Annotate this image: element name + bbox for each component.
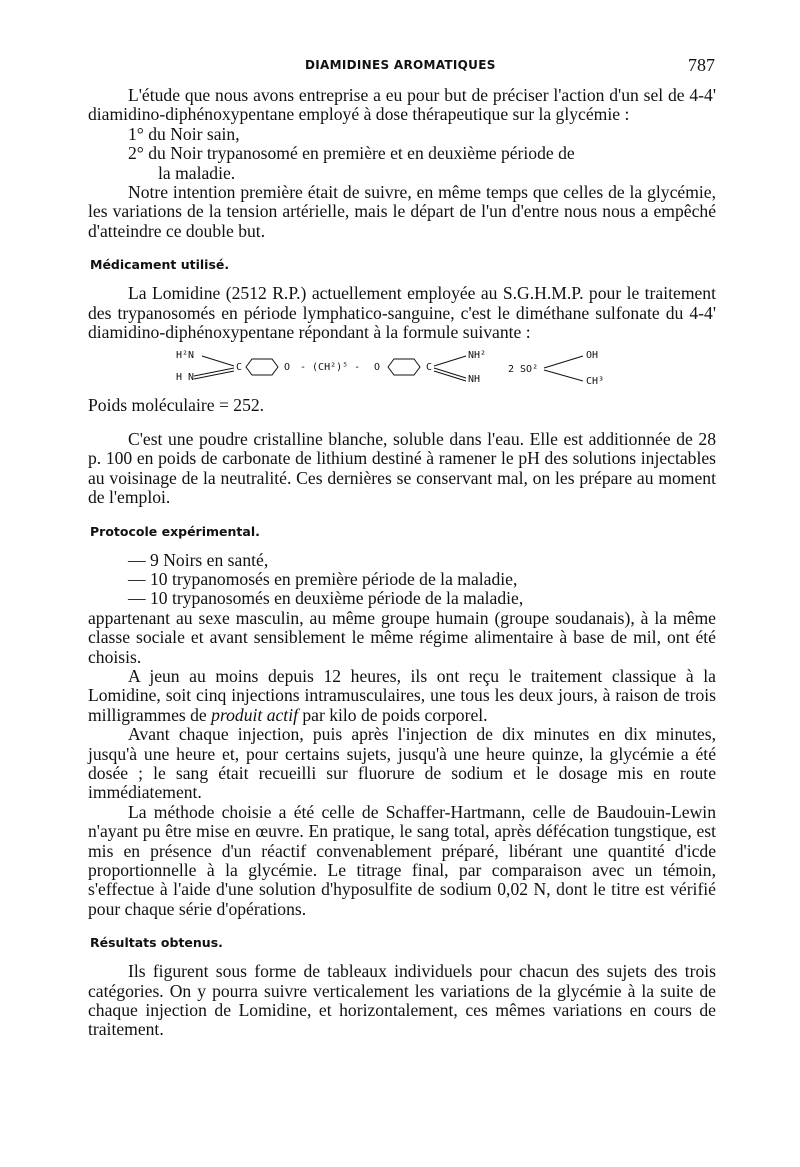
dash-item-deuxieme-periode: — 10 trypanosomés en deuxième période de la maladie, bbox=[128, 588, 524, 609]
protocole-paragraph-2 bbox=[88, 667, 716, 725]
benzene-ring-right bbox=[388, 359, 420, 375]
list-item-continuation: la maladie. bbox=[158, 162, 236, 183]
protocole-p2-end: par kilo de poids corporel. bbox=[297, 704, 488, 725]
protocole-paragraph-3: Avant chaque injection, puis après l'injection de dix minutes en dix minutes, jusqu'à une heure et, pour certains sujets, jusqu'à une heure quinze, la glycémie a été dosée ; le sang était recueilli sur fluorure de sodium et le dosage mis en route immédiatement. bbox=[88, 724, 716, 803]
produit-actif-emphasis: produit actif bbox=[211, 704, 298, 725]
section-title-resultats: Résultats obtenus. bbox=[90, 935, 223, 951]
formula-o-left: O bbox=[284, 362, 291, 374]
formula-h2n: H²N bbox=[176, 350, 195, 362]
formula-oh: OH bbox=[586, 350, 599, 362]
formula-so2: 2 SO² bbox=[508, 364, 539, 376]
formula-chain: - (CH²)⁵ - bbox=[300, 362, 361, 374]
intro-paragraph: L'étude que nous avons entreprise a eu pour but de préciser l'action d'un sel de 4-4' diamidino-diphénoxypentane employé à dose thérapeutique sur la glycémie : bbox=[88, 85, 716, 125]
dash-item-sains: — 9 Noirs en santé, bbox=[128, 549, 269, 570]
bond-oh bbox=[544, 356, 583, 368]
bond-nh2 bbox=[434, 356, 466, 366]
chemical-formula bbox=[88, 344, 716, 396]
formula-o-right: O bbox=[374, 362, 381, 374]
formula-c-right: C bbox=[426, 362, 433, 374]
formula-c-left: C bbox=[236, 362, 243, 374]
formula-drawing bbox=[88, 344, 716, 396]
running-head bbox=[90, 56, 715, 78]
list-item-noir-trypanosome: 2° du Noir trypanosomé en première et en deuxième période de bbox=[128, 143, 575, 164]
bond-ch3 bbox=[544, 370, 583, 381]
dash-item-premiere-periode: — 10 trypanomosés en première période de la maladie, bbox=[128, 568, 518, 589]
formula-ch3: CH³ bbox=[586, 376, 605, 388]
molecular-weight: Poids moléculaire = 252. bbox=[88, 395, 265, 416]
protocole-paragraph-4: La méthode choisie a été celle de Schaffer-Hartmann, celle de Baudouin-Lewin n'ayant pu être mise en œuvre. En pratique, le sang total, après défécation tungstique, est mis en présence d'un réactif convenablement préparé, libérant une quantité d'icde proportionnelle à la glycémie. Le titrage final, par comparaison avec un témoin, s'effectue à l'aide d'une solution d'hyposulfite de sodium 0,02 N, dont le titre est vérifié pour chaque série d'opérations. bbox=[88, 801, 716, 919]
formula-nh2: NH² bbox=[468, 350, 487, 362]
list-item-noir-sain: 1° du Noir sain, bbox=[128, 123, 240, 144]
medicament-paragraph: La Lomidine (2512 R.P.) actuellement employée au S.G.H.M.P. pour le traitement des trypanosomés en période lymphatico-sanguine, c'est le diméthane sulfonate du 4-4' diamidino-diphénoxypentane répondant à la formule suivante : bbox=[88, 283, 716, 343]
article-body bbox=[88, 86, 716, 1040]
protocole-paragraph-1: appartenant au sexe masculin, au même groupe humain (groupe soudanais), à la même classe sociale et avant sensiblement le même régime alimentaire à base de mil, ont été choisis. bbox=[88, 607, 716, 667]
running-title: DIAMIDINES AROMATIQUES bbox=[305, 58, 496, 72]
section-title-protocole: Protocole expérimental. bbox=[90, 523, 260, 539]
formula-hn: H N bbox=[176, 372, 195, 384]
protocole-p2-text: A jeun au moins depuis 12 heures, ils ont reçu le traitement classique à la Lomidine, soit cinq injections intramusculaires, une tous les deux jours, à raison de trois milligrammes de bbox=[88, 665, 716, 725]
intro-paragraph-2: Notre intention première était de suivre, en même temps que celles de la glycémie, les variations de la tension artérielle, mais le départ de l'un d'entre nous nous a empêché d'atteindre ce double but. bbox=[88, 182, 716, 241]
resultats-paragraph: Ils figurent sous forme de tableaux individuels pour chacun des sujets des trois catégories. On y pourra suivre verticalement les variations de la glycémie à la suite de chaque injection de Lomidine, et horizontalement, ces mêmes variations en cours de traitement. bbox=[88, 961, 716, 1040]
medicament-paragraph-2: C'est une poudre cristalline blanche, soluble dans l'eau. Elle est additionnée de 28 p. 100 en poids de carbonate de lithium destiné à ramener le pH des solutions injectables au voisinage de la neutralité. Ces dernières se conservant mal, on les prépare au moment de l'emploi. bbox=[88, 428, 716, 508]
spacer bbox=[88, 416, 716, 430]
benzene-ring-left bbox=[246, 359, 278, 375]
page-number: 787 bbox=[688, 55, 715, 75]
bond-h2n bbox=[202, 356, 234, 366]
section-title-medicament: Médicament utilisé. bbox=[90, 257, 230, 273]
formula-nh: NH bbox=[468, 374, 481, 386]
